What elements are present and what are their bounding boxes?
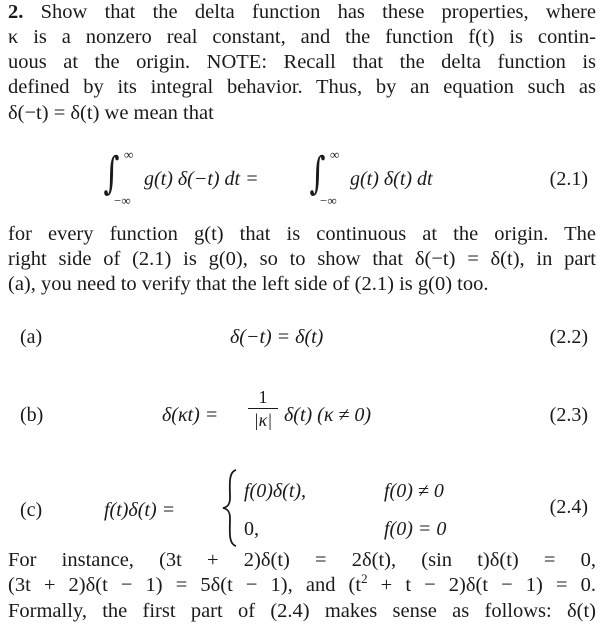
closing-line-3: Formally, the first part of (2.4) makes sense as follows: δ(t) [8, 600, 596, 622]
case-1-condition: f(0) ≠ 0 [384, 480, 444, 502]
closing-line-2 [8, 573, 596, 598]
integrand-left: g(t) δ(−t) dt = [144, 168, 259, 190]
intro-line-5: δ(−t) = δ(t) we mean that [8, 102, 214, 124]
closing-line-1: For instance, (3t + 2)δ(t) = 2δ(t), (sin t)δ(t) = 0, [8, 549, 596, 571]
integral-sign-left: ∫ [103, 148, 120, 199]
case-2-value: 0, [244, 518, 259, 540]
expr-2-2: δ(−t) = δ(t) [230, 326, 324, 348]
lower-limit-right: −∞ [320, 193, 337, 208]
intro-line-4: defined by its integral behavior. Thus, by an equation such as [8, 76, 596, 98]
closing-line-2-b: + t − 2)δ(t − 1) = 0. [367, 574, 596, 596]
closing-line-2-a: (3t + 2)δ(t − 1) = 5δ(t − 1), and (t [8, 574, 362, 596]
intro-line-3: uous at the origin. NOTE: Recall that the delta function is [8, 51, 596, 73]
left-brace [222, 468, 238, 548]
fraction-1-over-kappa [248, 386, 278, 431]
middle-line-3: (a), you need to verify that the left side of (2.1) is g(0) too. [8, 273, 489, 295]
rhs-2-3: δ(t) (κ ≠ 0) [284, 404, 372, 426]
upper-limit-right: ∞ [330, 147, 340, 162]
integral-sign-right: ∫ [309, 148, 326, 199]
label-b: (b) [20, 404, 44, 426]
case-2-condition: f(0) = 0 [384, 518, 447, 540]
equation-number-2-1: (2.1) [549, 168, 588, 190]
lower-limit-left: −∞ [114, 193, 131, 208]
fraction-numerator: 1 [248, 386, 278, 409]
intro-text-1: Show that the delta function has these properties, where [23, 1, 596, 23]
label-c: (c) [20, 499, 43, 521]
equation-number-2-2: (2.2) [549, 326, 588, 348]
exponent-2: 2 [361, 571, 368, 587]
integrand-right: g(t) δ(t) dt [350, 168, 433, 190]
lhs-2-4: f(t)δ(t) = [104, 499, 176, 521]
intro-line-1 [8, 0, 596, 25]
middle-line-2: right side of (2.1) is g(0), so to show that δ(−t) = δ(t), in part [8, 248, 596, 270]
upper-limit-left: ∞ [124, 147, 134, 162]
middle-line-1: for every function g(t) that is continuous at the origin. The [8, 223, 596, 245]
equation-number-2-3: (2.3) [549, 404, 588, 426]
fraction-denominator: |κ| [253, 410, 273, 430]
label-a: (a) [20, 326, 43, 348]
equation-number-2-4: (2.4) [549, 496, 588, 518]
intro-line-2: κ is a nonzero real constant, and the function f(t) is contin- [8, 26, 596, 48]
case-1-value: f(0)δ(t), [244, 480, 307, 502]
problem-number: 2. [8, 1, 24, 23]
lhs-2-3: δ(κt) = [162, 404, 219, 426]
